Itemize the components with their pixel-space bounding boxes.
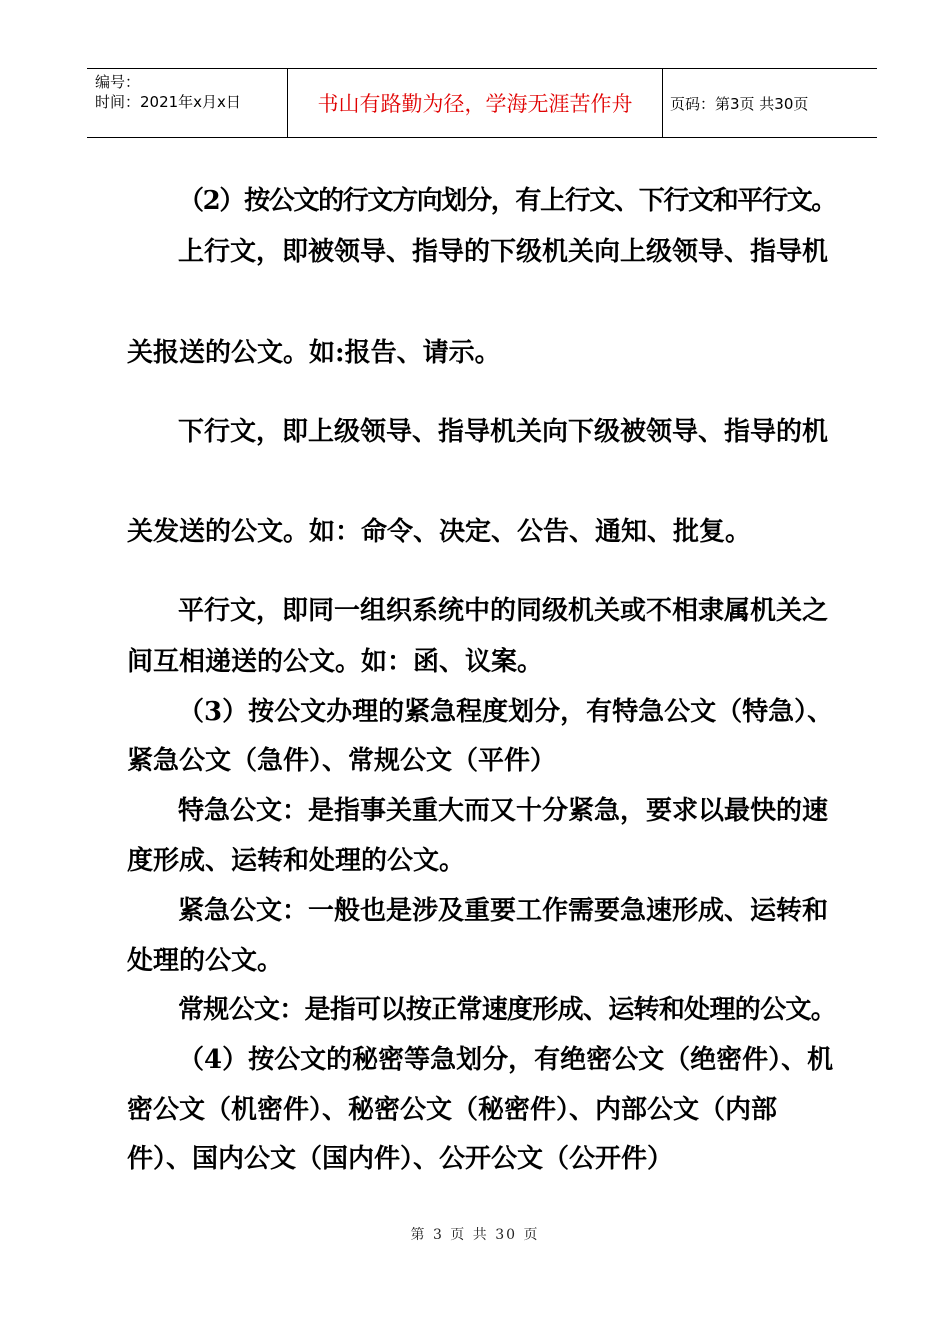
body-line: 关发送的公文。如：命令、决定、公告、通知、批复。 <box>127 517 752 547</box>
body-line: 上行文，即被领导、指导的下级机关向上级领导、指导机 <box>178 237 829 267</box>
page-footer: 第 3 页 共 30 页 <box>410 1227 540 1243</box>
body-line: 特急公文：是指事关重大而又十分紧急，要求以最快的速 <box>178 796 829 826</box>
body-line: 常规公文：是指可以按正常速度形成、运转和处理的公文。 <box>178 995 837 1025</box>
body-line: 平行文，即同一组织系统中的同级机关或不相隶属机关之 <box>178 596 829 626</box>
body-line: （3）按公文办理的紧急程度划分，有特急公文（特急）、 <box>178 697 834 727</box>
body-line: 紧急公文（急件）、常规公文（平件） <box>127 746 557 776</box>
body-line: 件）、国内公文（国内件）、公开公文（公开件） <box>127 1144 674 1174</box>
header-motto: 书山有路勤为径，学海无涯苦作舟 <box>317 92 633 116</box>
page-header <box>87 68 877 138</box>
body-line: 下行文，即上级领导、指导机关向下级被领导、指导的机 <box>178 417 829 447</box>
header-meta-cell <box>87 69 287 137</box>
body-line: 间互相递送的公文。如：函、议案。 <box>127 647 544 677</box>
document-time-label: 时间：2021年x月x日 <box>95 93 241 111</box>
header-page-number: 页码：第3页 共30页 <box>670 95 809 113</box>
body-line: 紧急公文：一般也是涉及重要工作需要急速形成、运转和 <box>178 896 829 926</box>
body-line: 密公文（机密件）、秘密公文（秘密件）、内部公文（内部 <box>127 1095 778 1125</box>
body-line: （4）按公文的秘密等急划分，有绝密公文（绝密件）、机 <box>178 1045 834 1075</box>
body-line: （2）按公文的行文方向划分，有上行文、下行文和平行文。 <box>178 186 837 216</box>
header-motto-cell <box>287 69 663 137</box>
body-line: 处理的公文。 <box>127 946 284 976</box>
body-line: 度形成、运转和处理的公文。 <box>127 846 466 876</box>
document-number-label: 编号： <box>95 73 141 91</box>
header-page-cell <box>662 69 877 137</box>
body-line: 关报送的公文。如:报告、请示。 <box>127 338 501 368</box>
